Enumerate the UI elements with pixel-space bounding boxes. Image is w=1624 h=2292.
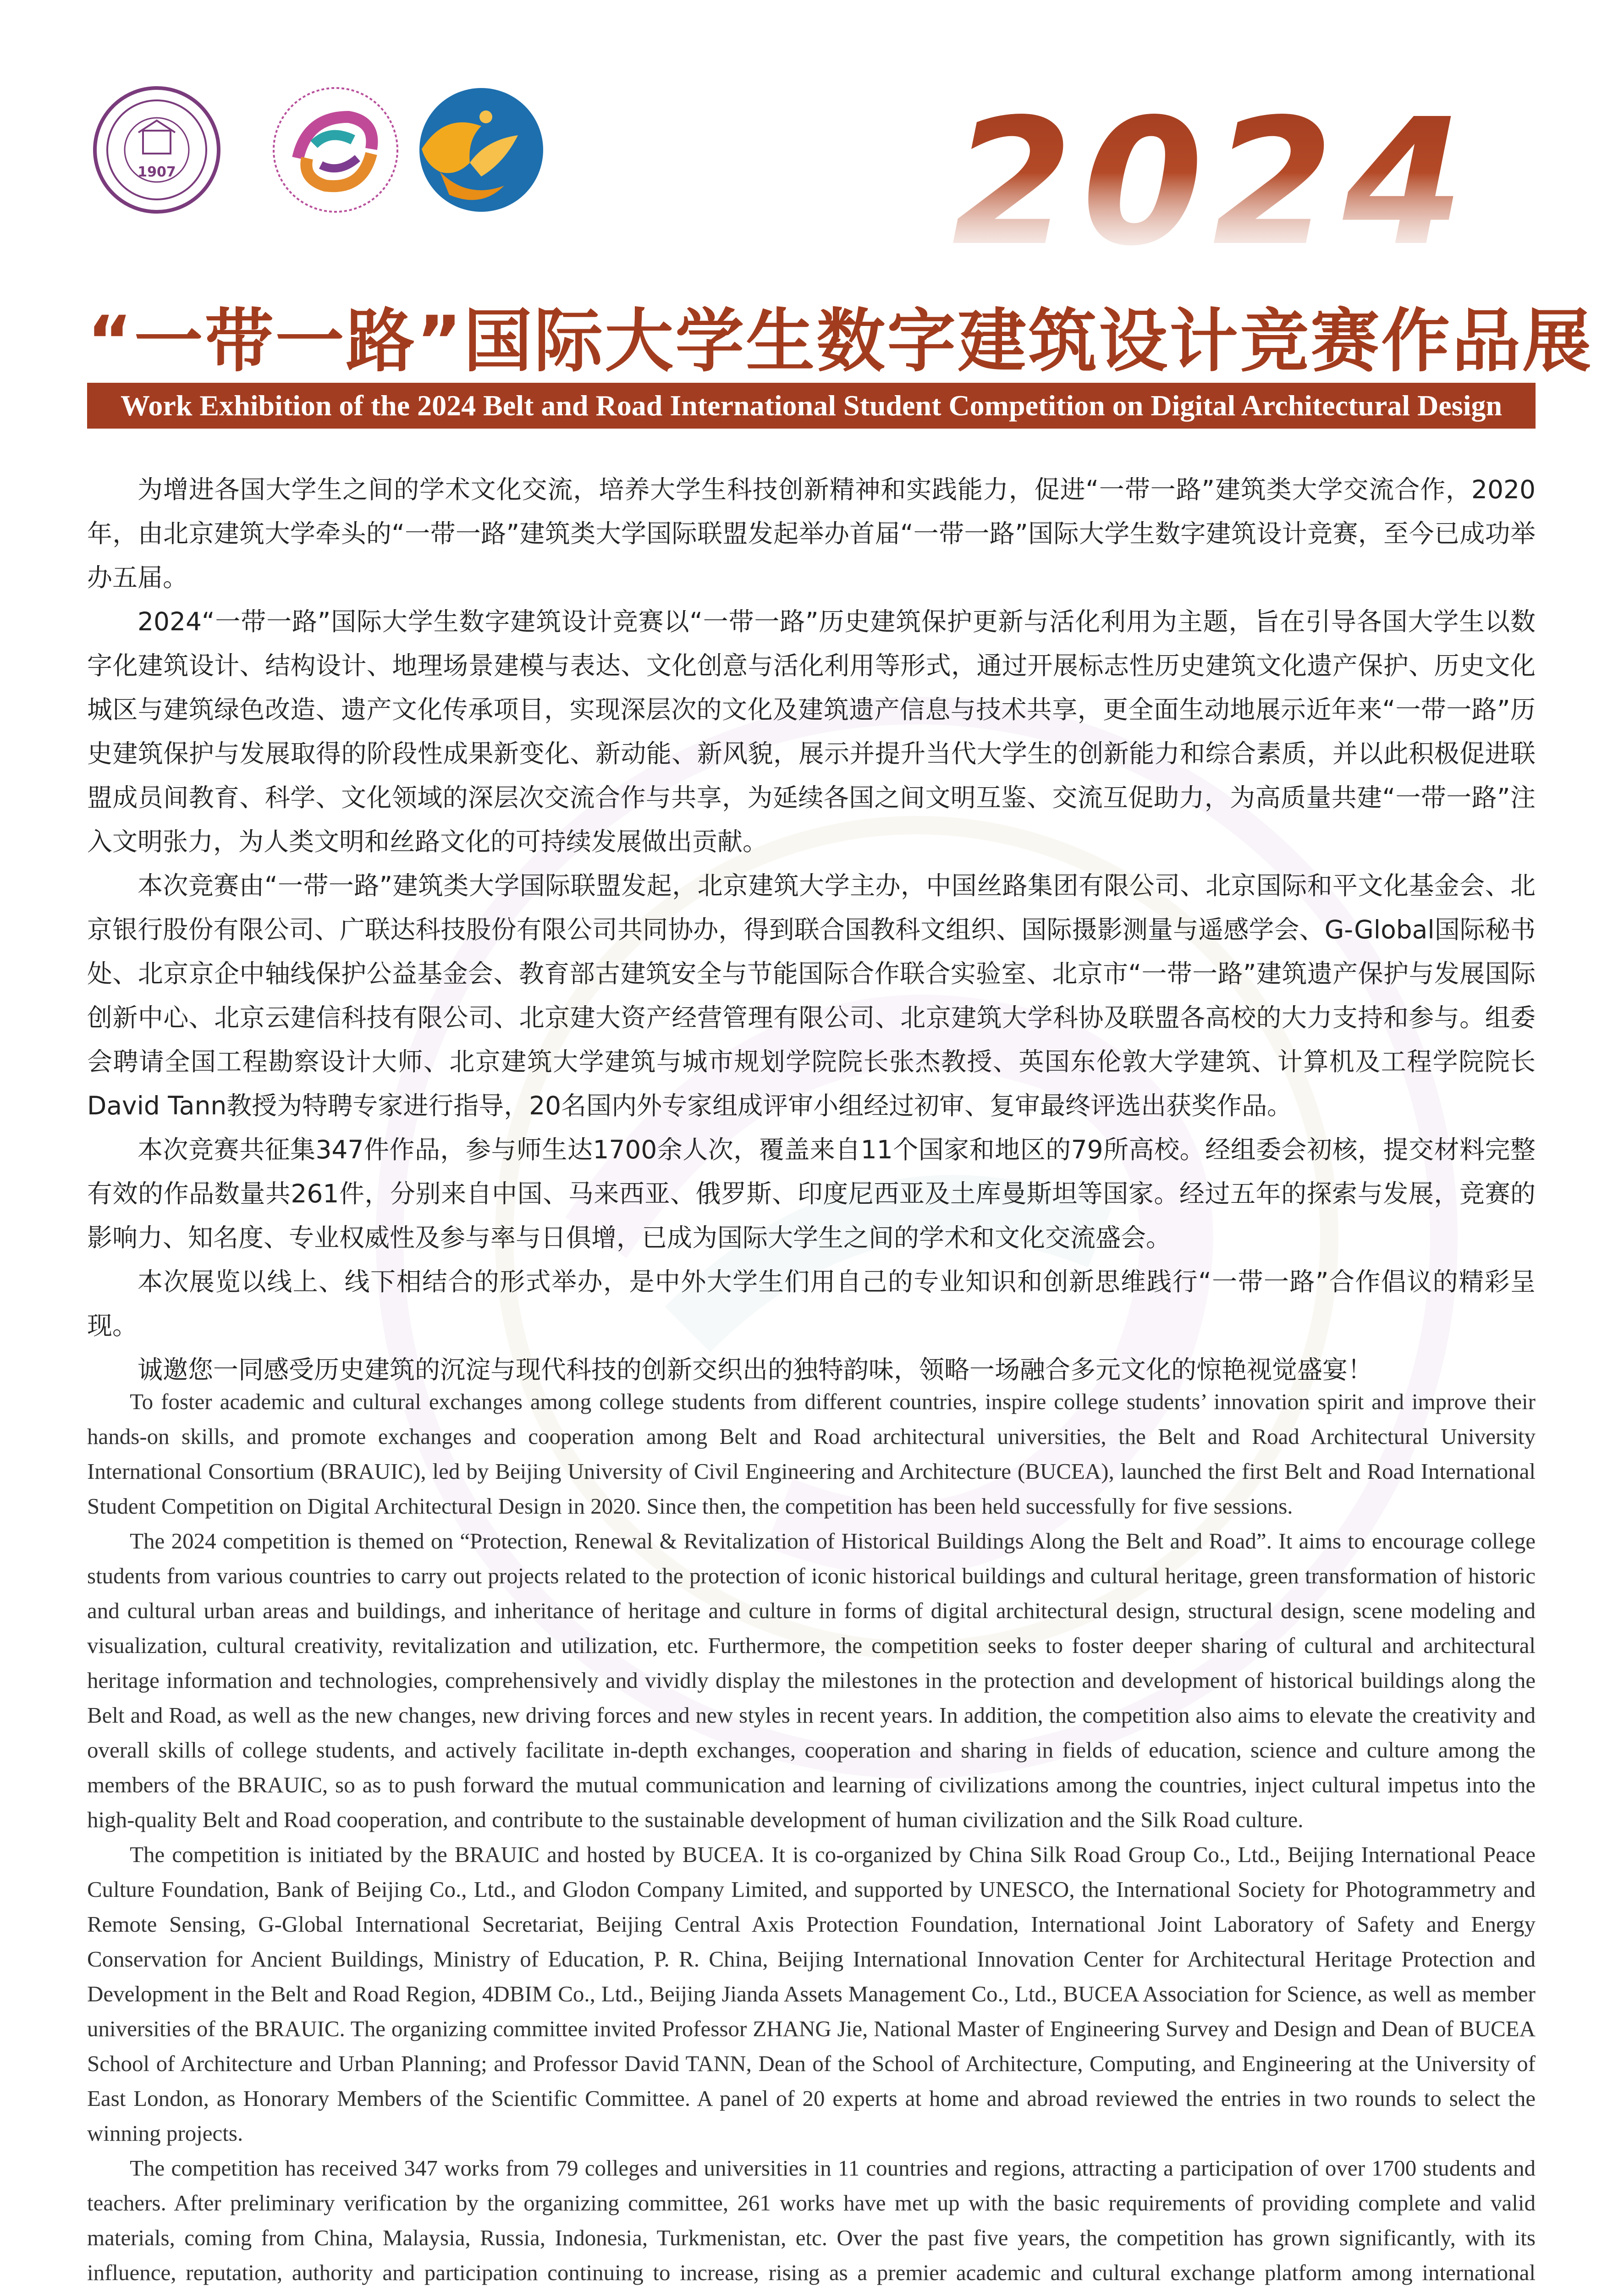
year-text: 2024 xyxy=(952,105,1473,284)
en-paragraph: The competition is initiated by the BRAUIC and hosted by BUCEA. It is co-organized by China Silk Road Group Co., Ltd., Beijing International Peace Culture Foundation, Bank of Beijing Co., Ltd., and Glodon Company Limited, and supported by UNESCO, the International Society for Photogrammetry and Remote Sensing, G-Global International Secretariat, Beijing Central Axis Protection Foundation, International Joint Laboratory of Safety and Energy Conservation for Ancient Buildings, Ministry of Education, P. R. China, Beijing International Innovation Center for Architectural Heritage Protection and Development in the Belt and Road Region, 4DBIM Co., Ltd., Beijing Jianda Assets Management Co., Ltd., BUCEA Association for Science, as well as member universities of the BRAUIC. The organizing committee invited Professor ZHANG Jie, National Master of Engineering Survey and Design and Dean of BUCEA School of Architecture and Urban Planning; and Professor David TANN, Dean of the School of Architecture, Computing, and Engineering at the University of East London, as Honorary Members of the Scientific Committee. A panel of 20 experts at home and abroad reviewed the entries in two rounds to select the winning projects. xyxy=(87,1842,1536,2146)
consortium-logo-icon xyxy=(270,85,401,215)
en-paragraph: To foster academic and cultural exchanges among college students from different countries, inspire college students’ innovation spirit and improve their hands-on skills, and promote exchanges and cooperation among Belt and Road architectural universities, the Belt and Road Architectural University International Consortium (BRAUIC), led by Beijing University of Civil Engineering and Architecture (BUCEA), launched the first Belt and Road International Student Competition on Digital Architectural Design in 2020. Since then, the competition has been held successfully for five sessions. xyxy=(87,1389,1536,1519)
cn-paragraph: 诚邀您一同感受历史建筑的沉淀与现代科技的创新交织出的独特韵味，领略一场融合多元文化的惊艳视觉盛宴！ xyxy=(138,1355,1373,1384)
university-seal-icon xyxy=(92,85,222,215)
chinese-intro xyxy=(87,468,1536,1392)
cn-paragraph: 本次竞赛由“一带一路”建筑类大学国际联盟发起，北京建筑大学主办，中国丝路集团有限公司、北京国际和平文化基金会、北京银行股份有限公司、广联达科技股份有限公司共同协办，得到联合国教科文组织、国际摄影测量与遥感学会、G-Global国际秘书处、北京京企中轴线保护公益基金会、教育部古建筑安全与节能国际合作联合实验室、北京市“一带一路”建筑遗产保护与发展国际创新中心、北京云建信科技有限公司、北京建大资产经营管理有限公司、北京建筑大学科协及联盟各高校的大力支持和参与。组委会聘请全国工程勘察设计大师、北京建筑大学建筑与城市规划学院院长张杰教授、英国东伦敦大学建筑、计算机及工程学院院长David Tann教授为特聘专家进行指导，20名国内外专家组成评审小组经过初审、复审最终评选出获奖作品。 xyxy=(87,871,1536,1120)
english-intro xyxy=(87,1384,1536,2292)
year-graphic xyxy=(885,105,1540,321)
competition-bird-logo-icon xyxy=(413,85,543,215)
page-title: “一带一路”国际大学生数字建筑设计竞赛作品展 xyxy=(87,302,1593,381)
cn-paragraph: 本次竞赛共征集347件作品，参与师生达1700余人次，覆盖来自11个国家和地区的79所高校。经组委会初核，提交材料完整有效的作品数量共261件，分别来自中国、马来西亚、俄罗斯、印度尼西亚及土库曼斯坦等国家。经过五年的探索与发展，竞赛的影响力、知名度、专业权威性及参与率与日俱增，已成为国际大学生之间的学术和文化交流盛会。 xyxy=(87,1135,1536,1252)
en-paragraph: The 2024 competition is themed on “Protection, Renewal & Revitalization of Historical Buildings Along the Belt and Road”. It aims to encourage college students from various countries to carry out projects related to the protection of iconic historical buildings and cultural heritage, green transformation of historic and cultural urban areas and buildings, and inheritance of heritage and culture in forms of digital architectural design, structural design, scene modeling and visualization, cultural creativity, revitalization and utilization, etc. Furthermore, the competition seeks to foster deeper sharing of cultural and architectural heritage information and technologies, comprehensively and vividly display the milestones in the protection and development of historical buildings along the Belt and Road, as well as the new changes, new driving forces and new styles in recent years. In addition, the competition also aims to elevate the creativity and overall skills of college students, and actively facilitate in-depth exchanges, cooperation and sharing in fields of education, science and culture among the members of the BRAUIC, so as to push forward the mutual communication and learning of civilizations among the countries, inject cultural impetus into the high-quality Belt and Road cooperation, and contribute to the sustainable development of human civilization and the Silk Road culture. xyxy=(87,1528,1536,1832)
english-title-banner: Work Exhibition of the 2024 Belt and Road International Student Competition on Digital Architectural Design xyxy=(87,383,1536,429)
cn-paragraph: 2024“一带一路”国际大学生数字建筑设计竞赛以“一带一路”历史建筑保护更新与活化利用为主题，旨在引导各国大学生以数字化建筑设计、结构设计、地理场景建模与表达、文化创意与活化利用等形式，通过开展标志性历史建筑文化遗产保护、历史文化城区与建筑绿色改造、遗产文化传承项目，实现深层次的文化及建筑遗产信息与技术共享，更全面生动地展示近年来“一带一路”历史建筑保护与发展取得的阶段性成果新变化、新动能、新风貌，展示并提升当代大学生的创新能力和综合素质，并以此积极促进联盟成员间教育、科学、文化领域的深层次交流合作与共享，为延续各国之间文明互鉴、交流互促助力，为高质量共建“一带一路”注入文明张力，为人类文明和丝路文化的可持续发展做出贡献。 xyxy=(87,607,1536,856)
cn-paragraph: 本次展览以线上、线下相结合的形式举办，是中外大学生们用自己的专业知识和创新思维践行“一带一路”合作倡议的精彩呈现。 xyxy=(87,1267,1536,1340)
seal-year: 1907 xyxy=(138,164,176,180)
en-paragraph: The competition has received 347 works from 79 colleges and universities in 11 countries and regions, attracting a participation of over 1700 students and teachers. After preliminary verification by the organizing committee, 261 works have met up with the basic requirements of providing complete and valid materials, coming from China, Malaysia, Russia, Indonesia, Turkmenistan, etc. Over the past five years, the competition has grown significantly, with its influence, reputation, authority and participation continuing to increase, rising as a premier academic and cultural exchange platform among international xyxy=(87,2155,1536,2285)
cn-paragraph: 为增进各国大学生之间的学术文化交流，培养大学生科技创新精神和实践能力，促进“一带一路”建筑类大学交流合作，2020年，由北京建筑大学牵头的“一带一路”建筑类大学国际联盟发起举办首届“一带一路”国际大学生数字建筑设计竞赛，至今已成功举办五届。 xyxy=(87,475,1536,592)
